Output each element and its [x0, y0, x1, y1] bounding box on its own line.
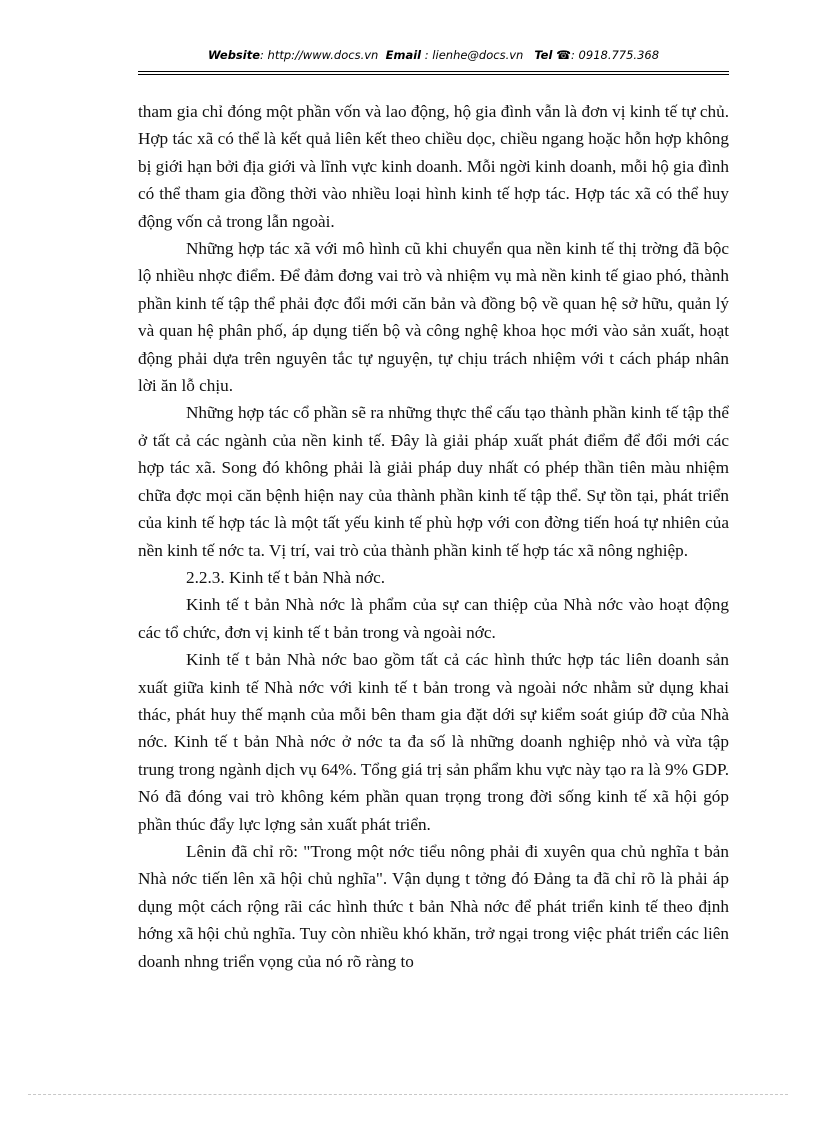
paragraph: tham gia chỉ đóng một phần vốn và lao động, hộ gia đình vẫn là đơn vị kinh tế tự chủ. Hợp tác xã có thể là kết quả liên kết theo chiều dọc, chiều ngang hoặc hỗn hợp không bị giới hạn bởi địa giới và lĩnh vực kinh doanh. Mỗi ngời kinh doanh, mỗi hộ gia đình có thể tham gia đồng thời vào nhiều loại hình kinh tế hợp tác. Hợp tác xã có thể huy động vốn cả trong lẫn ngoài. [138, 102, 729, 231]
phone-icon: ☎ [556, 48, 572, 62]
tel-label: Tel [534, 48, 553, 62]
tel-value: : 0918.775.368 [571, 48, 660, 62]
body-text [138, 98, 729, 975]
section-heading: 2.2.3. Kinh tế t bản Nhà nớc. [186, 567, 386, 587]
paragraph: Kinh tế t bản Nhà nớc bao gồm tất cả các hình thức hợp tác liên doanh sản xuất giữa kinh tế Nhà nớc với kinh tế t bản trong và ngoài nớc nhằm sử dụng khai thác, phát huy thế mạnh của mỗi bên tham gia đặt dới sự kiểm soát giúp đỡ của Nhà nớc. Kinh tế t bản Nhà nớc ở nớc ta đa số là những doanh nghiệp nhỏ và vừa tập trung trong ngành dịch vụ 64%. Tổng giá trị sản phẩm khu vực này tạo ra là 9% GDP. Nó đã đóng vai trò không kém phần quan trọng trong đời sống kinh tế xã hội góp phần thúc đẩy lực lợng sản xuất phát triển. [138, 650, 729, 834]
email-label: Email [385, 48, 422, 62]
page-bottom-rule [28, 1094, 788, 1095]
website-label: Website [207, 48, 261, 62]
website-value: : http://www.docs.vn [260, 48, 379, 62]
paragraph: Những hợp tác cổ phần sẽ ra những thực thể cấu tạo thành phần kinh tế tập thể ở tất cả các ngành của nền kinh tế. Đây là giải pháp xuất phát điểm để đổi mới các hợp tác xã. Song đó không phải là giải pháp duy nhất có phép thần tiên màu nhiệm chữa đợc mọi căn bệnh hiện nay của thành phần kinh tế tập thể. Sự tồn tại, phát triển của kinh tế hợp tác là một tất yếu kinh tế phù hợp với con đờng tiến hoá tự nhiên của nền kinh tế nớc ta. Vị trí, vai trò của thành phần kinh tế hợp tác xã nông nghiệp. [138, 403, 729, 560]
email-value: : lienhe@docs.vn [424, 48, 524, 62]
header-rule-thin [138, 74, 729, 75]
paragraph: Kinh tế t bản Nhà nớc là phẩm của sự can thiệp của Nhà nớc vào hoạt động các tổ chức, đơn vị kinh tế t bản trong và ngoài nớc. [138, 595, 729, 642]
paragraph: Lênin đã chỉ rõ: "Trong một nớc tiểu nông phải đi xuyên qua chủ nghĩa t bản Nhà nớc tiến lên xã hội chủ nghĩa". Vận dụng t tởng đó Đảng ta đã chỉ rõ là phải áp dụng một cách rộng rãi các hình thức t bản Nhà nớc để phát triển kinh tế theo định hớng xã hội chủ nghĩa. Tuy còn nhiều khó khăn, trở ngại trong việc phát triển các liên doanh nhng triển vọng của nó rõ ràng to [138, 841, 729, 971]
paragraph: Những hợp tác xã với mô hình cũ khi chuyển qua nền kinh tế thị trờng đã bộc lộ nhiều nhợc điểm. Để đảm đơng vai trò và nhiệm vụ mà nền kinh tế giao phó, thành phần kinh tế tập thể phải đợc đổi mới căn bản và đồng bộ về quan hệ sở hữu, quản lý và quan hệ phân phố, áp dụng tiến bộ và công nghệ khoa học mới vào sản xuất, hoạt động phải dựa trên nguyên tắc tự nguyện, tự chịu trách nhiệm với t cách pháp nhân lời ăn lỗ chịu. [138, 239, 729, 396]
header-rule [138, 71, 729, 72]
